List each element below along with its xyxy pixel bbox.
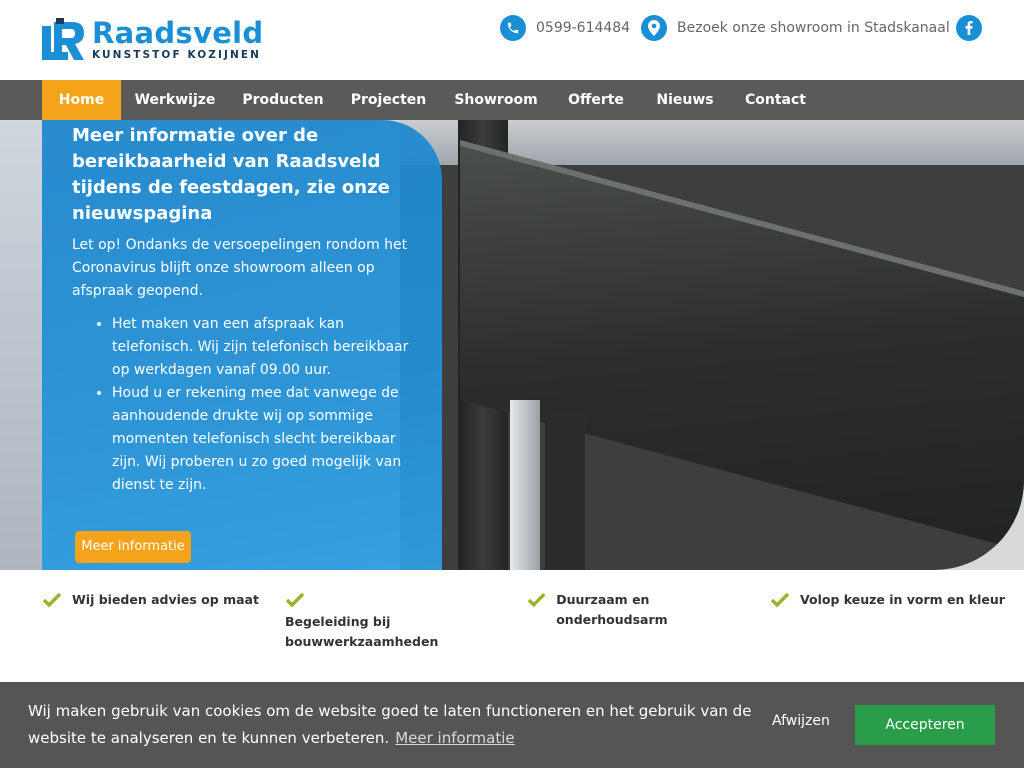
usp-text: Wij bieden advies op maat [72,592,259,607]
usp-item [527,590,757,630]
usp-item [770,590,1010,610]
info-title: Meer informatie over de bereikbaarheid van Raadsveld tijdens de feestdagen, zie onze nieuwspagina [72,125,390,224]
usp-text: Duurzaam en onderhoudsarm [556,592,668,627]
phone-link[interactable] [500,14,630,42]
check-icon [285,590,305,610]
check-icon [770,590,790,610]
list-item: • Het maken van een afspraak kan telefonisch. Wij zijn telefonisch bereikbaar op werkdagen vanaf 09.00 uur. [112,313,412,382]
nav-item-offerte[interactable]: Offerte [568,92,624,108]
check-icon [42,590,62,610]
showroom-link[interactable] [641,14,950,42]
hero-photo-window-frame [400,120,1024,570]
showroom-text: Bezoek onze showroom in Stadskanaal [677,20,950,36]
check-icon [527,590,546,610]
info-list [112,313,412,497]
cookie-more-info-link[interactable]: Meer informatie [395,729,515,747]
usp-item [42,590,262,610]
nav-item-projecten[interactable]: Projecten [350,92,427,108]
site-header [0,0,1024,80]
nav-item-producten[interactable]: Producten [242,92,324,108]
facebook-link[interactable] [956,14,982,42]
phone-icon [500,15,526,41]
logo-mark-icon [42,18,86,60]
hero-banner [0,120,1024,570]
facebook-icon [956,15,982,41]
usp-item [285,590,465,649]
nav-item-nieuws[interactable]: Nieuws [656,92,714,108]
decline-button[interactable]: Afwijzen [772,713,830,729]
cookie-banner [0,682,1024,768]
nav-item-contact[interactable]: Contact [745,92,806,108]
logo-name: Raadsveld [92,16,264,50]
list-item: • Houd u er rekening mee dat vanwege de aanhoudende drukte wij op sommige momenten telefonisch slecht bereikbaar zijn. Wij proberen u zo goed mogelijk van dienst te zijn. [112,382,412,497]
usp-text: Begeleiding bij bouwwerkzaamheden [285,614,439,649]
logo[interactable] [42,16,264,64]
cookie-message: Wij maken gebruik van cookies om de website goed te laten functioneren en het gebruik van de website te analyseren en te kunnen verbeteren. [28,702,752,747]
logo-tagline: KUNSTSTOF KOZIJNEN [92,49,262,61]
accept-button[interactable]: Accepteren [855,705,995,745]
phone-number: 0599-614484 [536,20,631,36]
nav-item-showroom[interactable]: Showroom [454,92,538,108]
cookie-text [28,698,778,752]
usp-text: Volop keuze in vorm en kleur [800,592,1005,607]
main-nav [0,80,1024,120]
nav-item-werkwijze[interactable]: Werkwijze [134,92,216,108]
nav-item-home[interactable]: Home [42,80,121,120]
info-body: Let op! Ondanks de versoepelingen rondom het Coronavirus blijft onze showroom alleen op afspraak geopend. [72,237,408,299]
more-info-button[interactable]: Meer informatie [75,531,191,563]
info-panel [42,120,442,570]
location-pin-icon [641,15,667,41]
